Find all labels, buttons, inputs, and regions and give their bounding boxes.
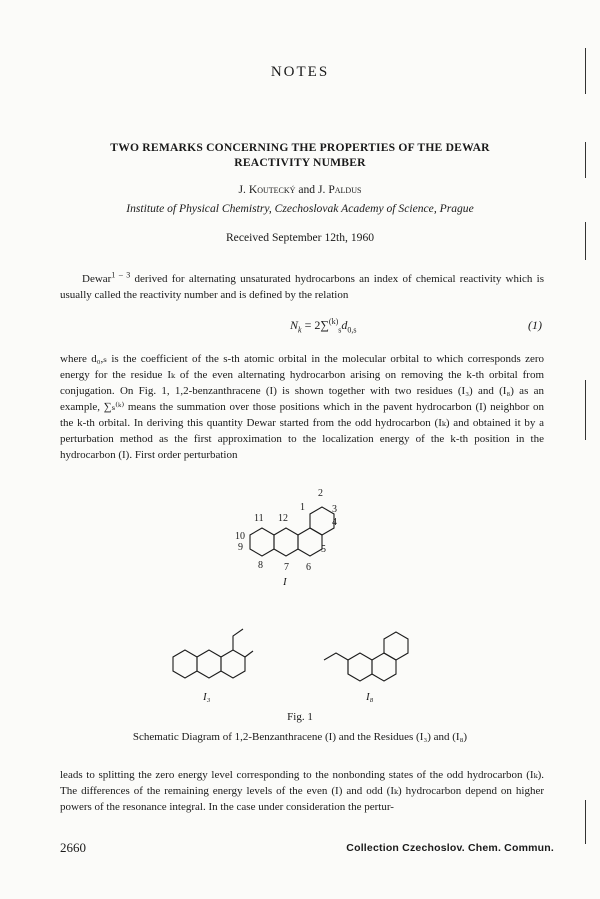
title-line-2: REACTIVITY NUMBER [234,156,366,169]
journal-name: Collection Czechoslov. Chem. Commun. [346,842,554,854]
atom-label-1: 1 [300,502,305,513]
residue-i3-structure [173,629,253,678]
ring-d [310,507,334,535]
atom-label-9: 9 [238,542,243,553]
atom-label-10: 10 [235,531,245,542]
residue-i3-ring-2 [197,650,221,678]
benzanthracene-structure [250,507,334,556]
residue-i8-structure [324,632,408,681]
author-1: J. Koutecký [238,183,296,196]
margin-line [585,48,586,94]
residue-i3-label: I₃ [203,691,211,703]
margin-line [585,380,586,440]
residue-i3-stub [245,651,253,657]
atom-numbering [235,488,337,573]
paragraph-2: where d₀,ₛ is the coefficient of the s-th atomic orbital in the molecular orbital to which corresponds zero energy for the residue Iₖ of the even alternating hydrocarbon arising on removing the k-th orbital from conjugation. On Fig. 1, 1,2-benzanthracene (I) is shown together with two residues (I₃) and (I₈) as an example, ∑ₛ⁽ᵏ⁾ means the summation over those positions which in the pavent hydrocarbon (I) neighbor on the k-th orbital. In deriving this quantity Dewar started from the odd hydrocarbon (Iₖ) and obtained it by a perturbation method as the first approximation to the localization energy of the k-th position in the hydrocarbon (I). First order perturbation [60,353,544,461]
title-line-1: TWO REMARKS CONCERNING THE PROPERTIES OF THE DEWAR [110,141,490,154]
page-number: 2660 [60,840,86,855]
residue-i3-side-chain [233,629,243,650]
eq-sum-sub: s [338,325,342,335]
ring-a [250,528,274,556]
running-head: NOTES [270,64,330,80]
atom-label-11: 11 [254,513,264,524]
affiliation: Institute of Physical Chemistry, Czechoslovak Academy of Science, Prague [126,202,474,215]
equation-number: (1) [528,318,542,332]
residue-i8-label: I₈ [366,691,374,703]
atom-label-8: 8 [258,560,263,571]
author-2: J. Paldus [318,183,362,196]
residue-i3-ring-3 [221,650,245,678]
article-title [60,140,540,170]
molecule-label: I [283,576,287,588]
figure-caption: Schematic Diagram of 1,2-Benzanthracene (I) and the Residues (I₃) and (I₈) [132,731,468,743]
atom-label-3: 3 [332,504,337,515]
residue-i8-ring-3 [384,632,408,660]
atom-label-5: 5 [321,544,326,555]
residue-i3-ring-1 [173,650,197,678]
eq-lhs: N [290,318,299,332]
margin-line [585,800,586,844]
ring-c [298,528,322,556]
eq-term-sub: 0,s [347,325,357,335]
atom-label-7: 7 [284,562,289,573]
atom-label-6: 6 [306,562,311,573]
authors [0,183,600,196]
eq-sum-sup: (k) [328,317,339,326]
figure-number: Fig. 1 [287,711,313,723]
paragraph-1 [60,271,544,303]
equation-body [290,318,356,333]
ring-b [274,528,298,556]
eq-term: d [341,318,348,332]
atom-label-4: 4 [332,517,337,528]
residue-i8-ring-1 [348,653,372,681]
p1-text-a: Dewar [82,273,112,285]
eq-sum: = 2∑ [301,318,329,332]
paragraph-3: leads to splitting the zero energy level corresponding to the nonbonding states of the odd hydrocarbon (Iₖ). The differences of the remaining energy levels of the even (I) and odd (Iₖ) hydrocarbon depend on higher powers of the resonance integral. In the case under consideration the pertur- [60,769,544,813]
p1-reference: 1 – 3 [111,270,131,280]
margin-line [585,222,586,260]
p1-text-b: derived for alternating unsaturated hydrocarbons an index of chemical reactivity which is usually called the reactivity number and is defined by the relation [60,273,545,301]
author-conjunction: and [298,183,316,196]
atom-label-12: 12 [278,513,288,524]
eq-lhs-sub: k [298,325,302,335]
atom-label-2: 2 [318,488,323,499]
margin-line [585,142,586,178]
equation-1 [60,318,544,340]
received-date: Received September 12th, 1960 [225,231,375,244]
residue-i8-chain [324,653,348,674]
residue-i8-ring-2 [372,653,396,681]
